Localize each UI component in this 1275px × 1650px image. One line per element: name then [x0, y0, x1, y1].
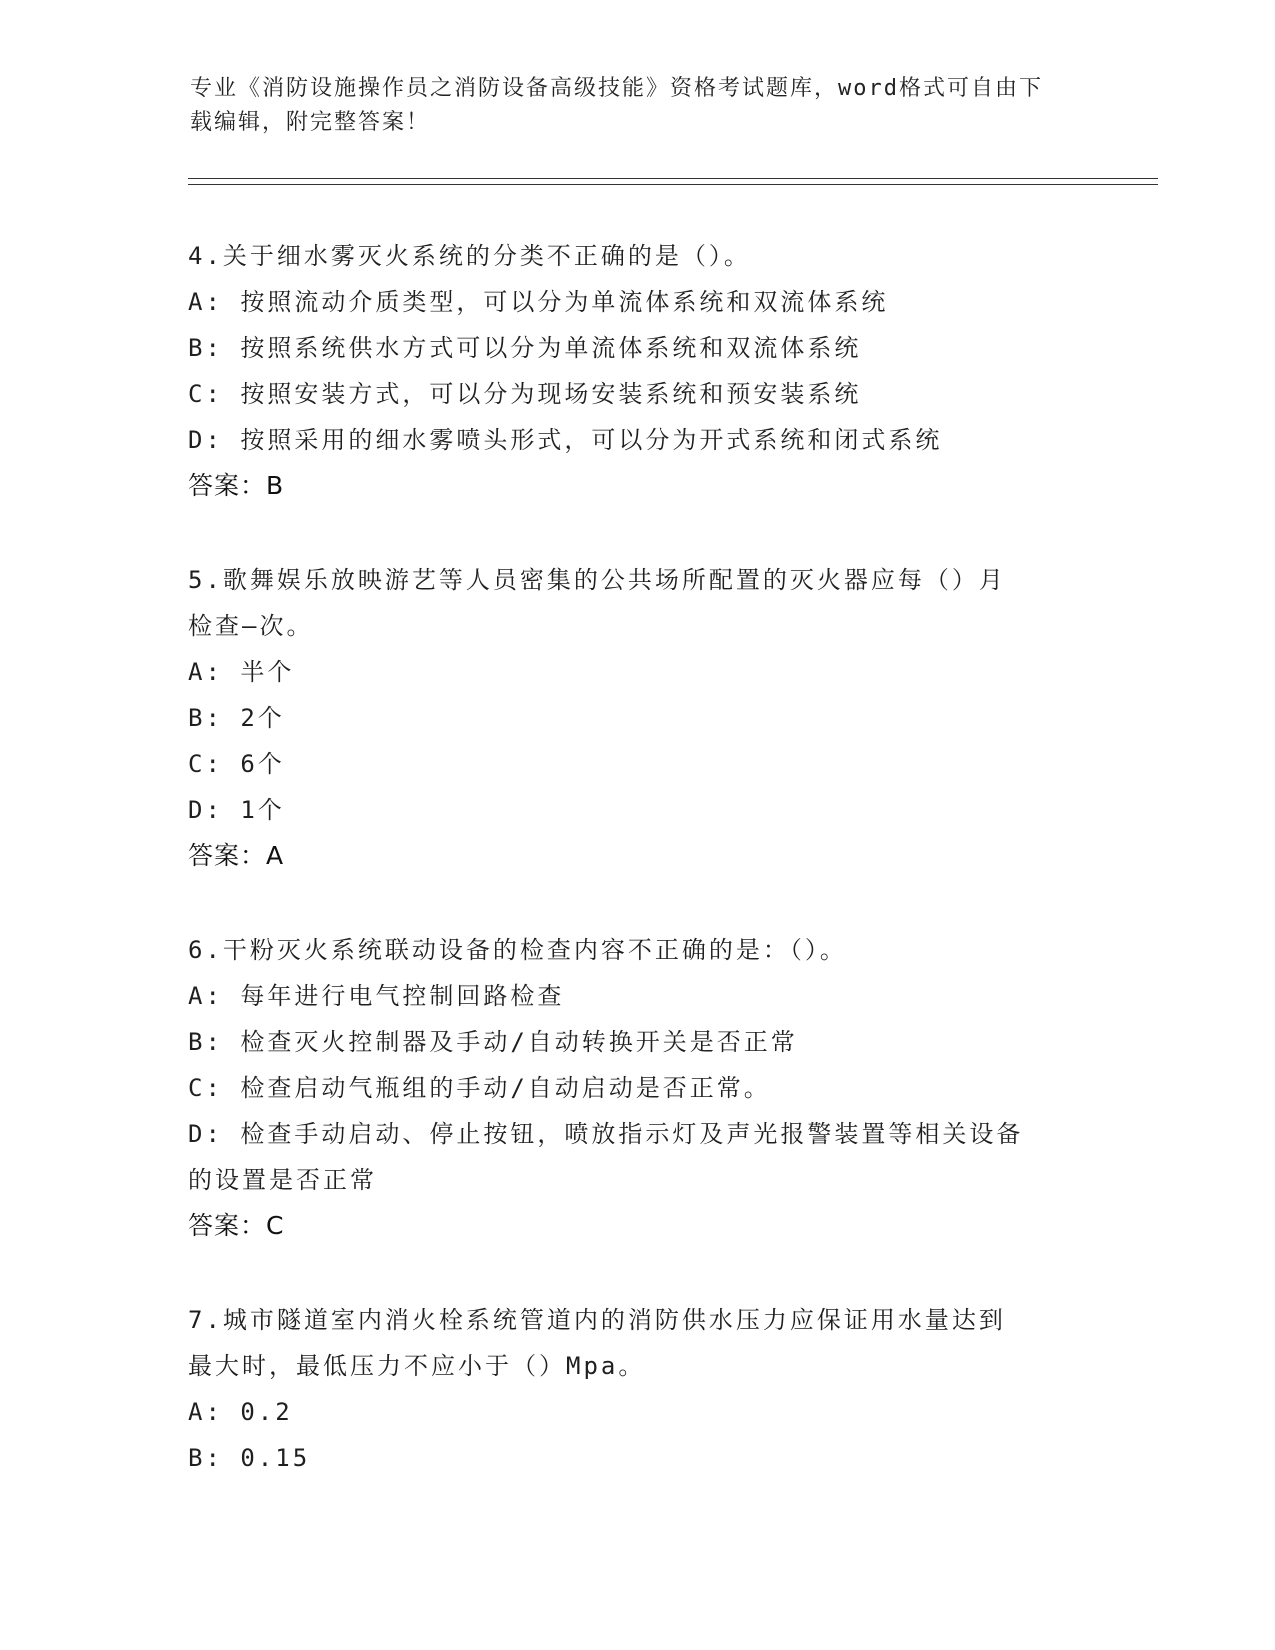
question-stem: 4.关于细水雾灭火系统的分类不正确的是（）。: [188, 242, 751, 270]
option-d-continued: 的设置是否正常: [188, 1166, 377, 1194]
header-divider-top: [188, 178, 1158, 179]
option-c: C: 按照安装方式，可以分为现场安装系统和预安装系统: [188, 380, 862, 408]
option-a: A: 半个: [188, 658, 295, 686]
option-a: A: 每年进行电气控制回路检查: [188, 982, 565, 1010]
question-stem: 5.歌舞娱乐放映游艺等人员密集的公共场所配置的灭火器应每（）月: [188, 566, 1006, 594]
question-6: [188, 927, 1088, 1249]
option-d: D: 检查手动启动、停止按钮，喷放指示灯及声光报警装置等相关设备: [188, 1120, 1024, 1148]
spacer: [188, 879, 1088, 927]
option-b: B: 0.15: [188, 1444, 311, 1472]
question-stem: 7.城市隧道室内消火栓系统管道内的消防供水压力应保证用水量达到: [188, 1306, 1006, 1334]
option-d: D: 1个: [188, 796, 285, 824]
option-c: C: 6个: [188, 750, 285, 778]
document-header: [190, 72, 1090, 140]
header-line-1: 专业《消防设施操作员之消防设备高级技能》资格考试题库，word格式可自由下: [190, 76, 1043, 101]
option-d: D: 按照采用的细水雾喷头形式，可以分为开式系统和闭式系统: [188, 426, 943, 454]
question-7: [188, 1297, 1088, 1481]
question-4: [188, 233, 1088, 509]
question-stem-continued: 最大时，最低压力不应小于（）Mpa。: [188, 1352, 646, 1380]
answer: 答案：B: [188, 471, 285, 500]
option-c: C: 检查启动气瓶组的手动/自动启动是否正常。: [188, 1074, 771, 1102]
option-b: B: 按照系统供水方式可以分为单流体系统和双流体系统: [188, 334, 862, 362]
header-line-2: 载编辑，附完整答案！: [190, 110, 431, 135]
header-divider-bottom: [188, 184, 1158, 185]
spacer: [188, 1249, 1088, 1297]
option-b: B: 2个: [188, 704, 285, 732]
answer: 答案：C: [188, 1211, 285, 1240]
spacer: [188, 509, 1088, 557]
question-stem: 6.干粉灭火系统联动设备的检查内容不正确的是：（）。: [188, 936, 847, 964]
question-stem-continued: 检查—次。: [188, 612, 314, 640]
answer: 答案：A: [188, 841, 285, 870]
question-5: [188, 557, 1088, 879]
option-b: B: 检查灭火控制器及手动/自动转换开关是否正常: [188, 1028, 798, 1056]
question-list: [188, 233, 1088, 1481]
option-a: A: 0.2: [188, 1398, 293, 1426]
option-a: A: 按照流动介质类型，可以分为单流体系统和双流体系统: [188, 288, 889, 316]
